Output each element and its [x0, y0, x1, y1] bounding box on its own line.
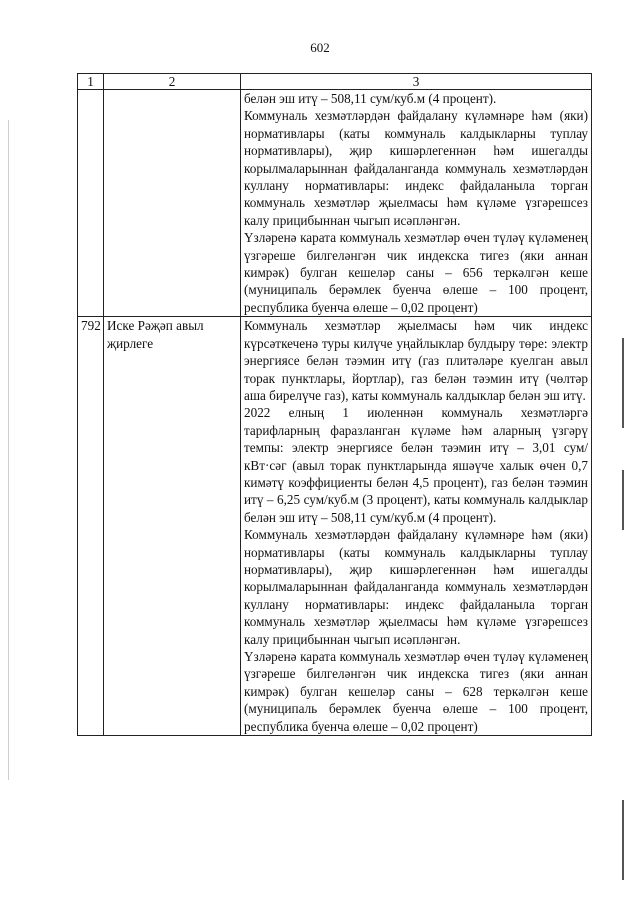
description-paragraph: Коммуналь хезмәтләр җыелмасы һәм чик индекс күрсәткеченә туры килүче уңайлыклар булдыру төре: электр энергиясе белән тәэмин итү (газ плитәләре куелган авыл торак пунктлары, йортлар), газ белән тәэмин итү (чөлтәр аша бирелүче газ), каты коммуналь калдыклар белән эш итү.: [244, 318, 588, 403]
description-paragraph: белән эш итү – 508,11 сум/куб.м (4 процент).: [244, 91, 497, 106]
scan-fold-line: [8, 120, 9, 780]
row-number-cell: 792: [78, 317, 104, 736]
description-paragraph: Коммуналь хезмәтләрдән файдалану күләмнәре һәм (яки) нормативлары (каты коммуналь калдыкларны туплау нормативлары), җир кишәрлегеннән һәм ишегалды корылмаларыннан файдаланганда коммуналь хезмәтләрдән куллану нормативлары: индекс файдаланыла торган коммуналь хезмәтләр җыелмасы һәм күләме үзгәрешсез калу прицибыннан чыгып исәпләнгән.: [244, 108, 588, 228]
description-paragraph: Үзләренә карата коммуналь хезмәтләр өчен түләү күләменең үзгәреше билгеләнгән чик индекска тигез (яки аннан кимрәк) булган кешеләр саны – 628 теркәлгән кеше (муниципаль берәмлек буенча өлеше – 100 процент, республика буенча өлеше – 0,02 процент): [244, 649, 588, 734]
scan-margin-mark: [622, 800, 624, 880]
column-header-2: 2: [104, 74, 241, 90]
column-header-1: 1: [78, 74, 104, 90]
description-paragraph: 2022 елның 1 июленнән коммуналь хезмәтләргә тарифларның фаразланган күләме һәм аларның үзгәрү темпы: электр энергиясе белән тәэмин итү – 3,01 сум/кВт·сәг (авыл торак пунктларында яшәүче халык өчен 0,7 кимәтү коэффициенты белән 4,5 процент), газ белән тәэмин итү – 6,25 сум/куб.м (3 процент), каты коммуналь калдыклар белән эш итү – 508,11 сум/куб.м (4 процент).: [244, 405, 588, 525]
description-paragraph: Үзләренә карата коммуналь хезмәтләр өчен түләү күләменең үзгәреше билгеләнгән чик индекска тигез (яки аннан кимрәк) булган кешеләр саны – 656 теркәлгән кеше (муниципаль берәмлек буенча өлеше – 100 процент, республика буенча өлеше – 0,02 процент): [244, 230, 588, 315]
scan-margin-mark: [622, 470, 624, 530]
settlements-table: [77, 73, 592, 736]
table-row-continuation: [78, 90, 592, 317]
settlement-name-cell: [104, 90, 241, 317]
page-number: 602: [310, 40, 330, 55]
table-header: [78, 74, 592, 90]
description-cell: [241, 90, 592, 317]
table-row-792: [78, 317, 592, 736]
description-paragraph: Коммуналь хезмәтләрдән файдалану күләмнәре һәм (яки) нормативлары (каты коммуналь калдыкларны туплау нормативлары), җир кишәрлегеннән һәм ишегалды корылмаларыннан файдаланганда коммуналь хезмәтләрдән куллану нормативлары: индекс файдаланыла торган коммуналь хезмәтләр җыелмасы һәм күләме үзгәрешсез калу прицибыннан чыгып исәпләнгән.: [244, 527, 588, 647]
description-cell: [241, 317, 592, 736]
row-number-cell: [78, 90, 104, 317]
scan-margin-mark: [622, 338, 624, 428]
column-header-3: 3: [241, 74, 592, 90]
settlement-name-cell: Иске Рәҗәп авыл җирлеге: [104, 317, 241, 736]
